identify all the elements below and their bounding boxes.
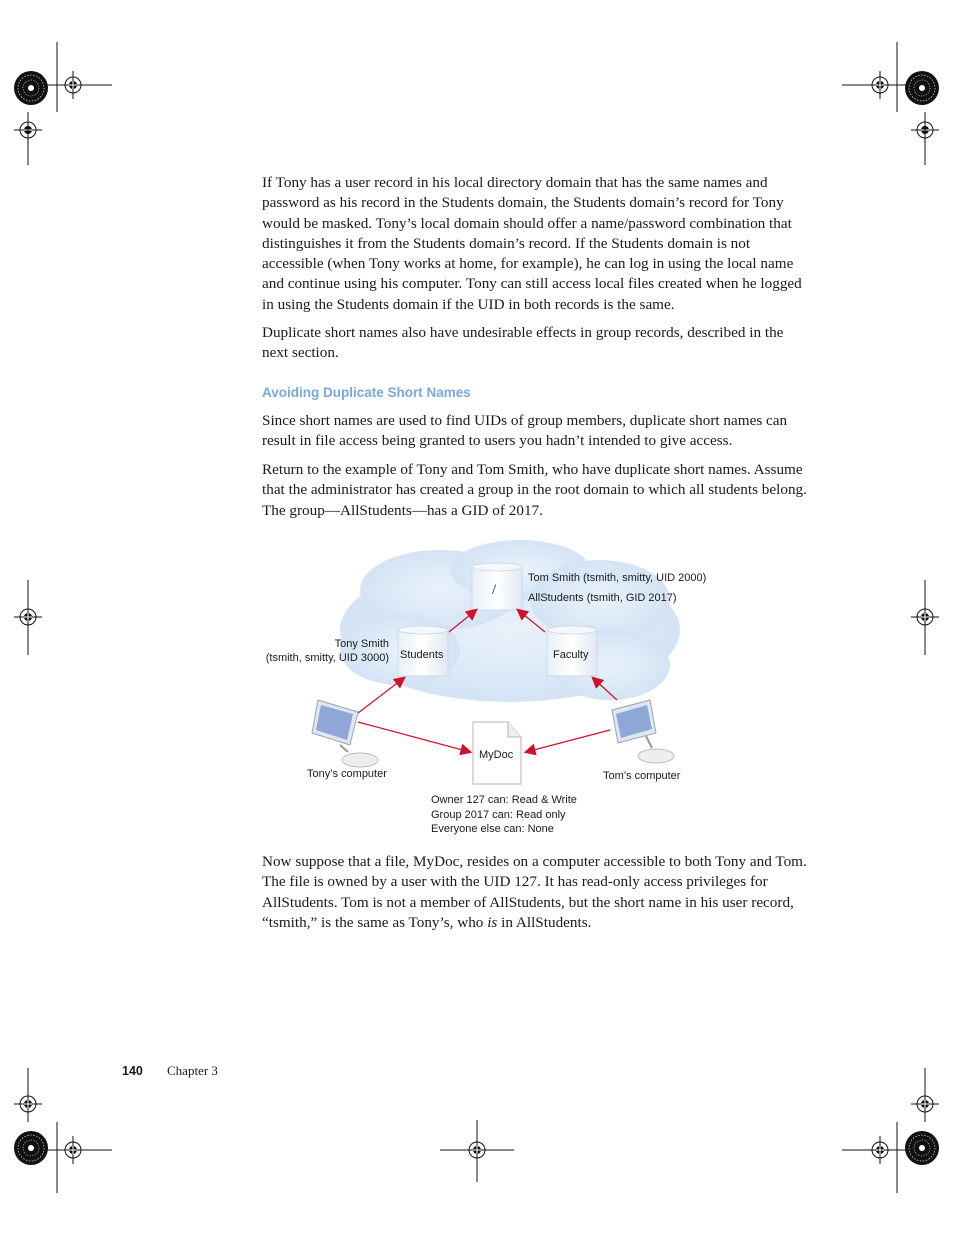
tom-computer-icon bbox=[612, 700, 674, 763]
faculty-label: Faculty bbox=[553, 649, 589, 661]
tony-record-name: Tony Smith bbox=[334, 638, 389, 650]
root-record-group: AllStudents (tsmith, GID 2017) bbox=[528, 592, 677, 604]
section-heading: Avoiding Duplicate Short Names bbox=[262, 385, 471, 400]
tony-record-ids: (tsmith, smitty, UID 3000) bbox=[265, 652, 389, 664]
tony-computer-label: Tony’s computer bbox=[307, 768, 387, 780]
paragraph-short-names: Since short names are used to find UIDs of group members, duplicate short names can result in file access being granted to users you hadn’t intended to give access. bbox=[262, 412, 788, 450]
page-number: 140 bbox=[122, 1064, 143, 1078]
paragraph-mydoc-tail: in AllStudents. bbox=[497, 913, 592, 931]
students-label: Students bbox=[400, 649, 444, 661]
root-record-tom: Tom Smith (tsmith, smitty, UID 2000) bbox=[528, 572, 707, 584]
root-domain-node bbox=[472, 563, 522, 610]
paragraph-example: Return to the example of Tony and Tom Smith, who have duplicate short names. Assume that the administrator has created a group in the root domain to which all students belong. The group—AllStudents—has a GID of 2017. bbox=[262, 461, 807, 519]
paragraph-mydoc bbox=[262, 852, 807, 933]
paragraph-masked-record: If Tony has a user record in his local directory domain that has the same names and password as his record in the Students domain, the Students domain’s record for Tony would be masked. Tony’s local domain should offer a name/password combination that distinguishes it from the Students domain’s record. If the Students domain is not accessible (when Tony works at home, for example), he can log in using the local name and continue using his computer. Tony can still access local files created when he logged in using the Students domain if the UID in both records is the same. bbox=[262, 174, 802, 313]
permission-everyone: Everyone else can: None bbox=[431, 823, 554, 835]
permission-owner: Owner 127 can: Read & Write bbox=[431, 794, 577, 806]
permission-group: Group 2017 can: Read only bbox=[431, 809, 566, 821]
root-domain-label: / bbox=[492, 582, 497, 598]
mydoc-label: MyDoc bbox=[479, 749, 514, 761]
paragraph-group-effects: Duplicate short names also have undesirable effects in group records, described in the next section. bbox=[262, 324, 784, 362]
paragraph-mydoc-emphasis: is bbox=[487, 913, 498, 931]
tony-computer-icon bbox=[312, 700, 378, 767]
chapter-label: Chapter 3 bbox=[167, 1063, 218, 1078]
tom-computer-label: Tom’s computer bbox=[603, 770, 681, 782]
paragraph-mydoc-text: Now suppose that a file, MyDoc, resides on a computer accessible to both Tony and Tom. The file is owned by a user with the UID 127. It has read-only access privileges for AllStudents. Tom is not a member of AllStudents, but the short name in his user record, “tsmith,” is the same as Tony’s, who bbox=[262, 853, 807, 931]
